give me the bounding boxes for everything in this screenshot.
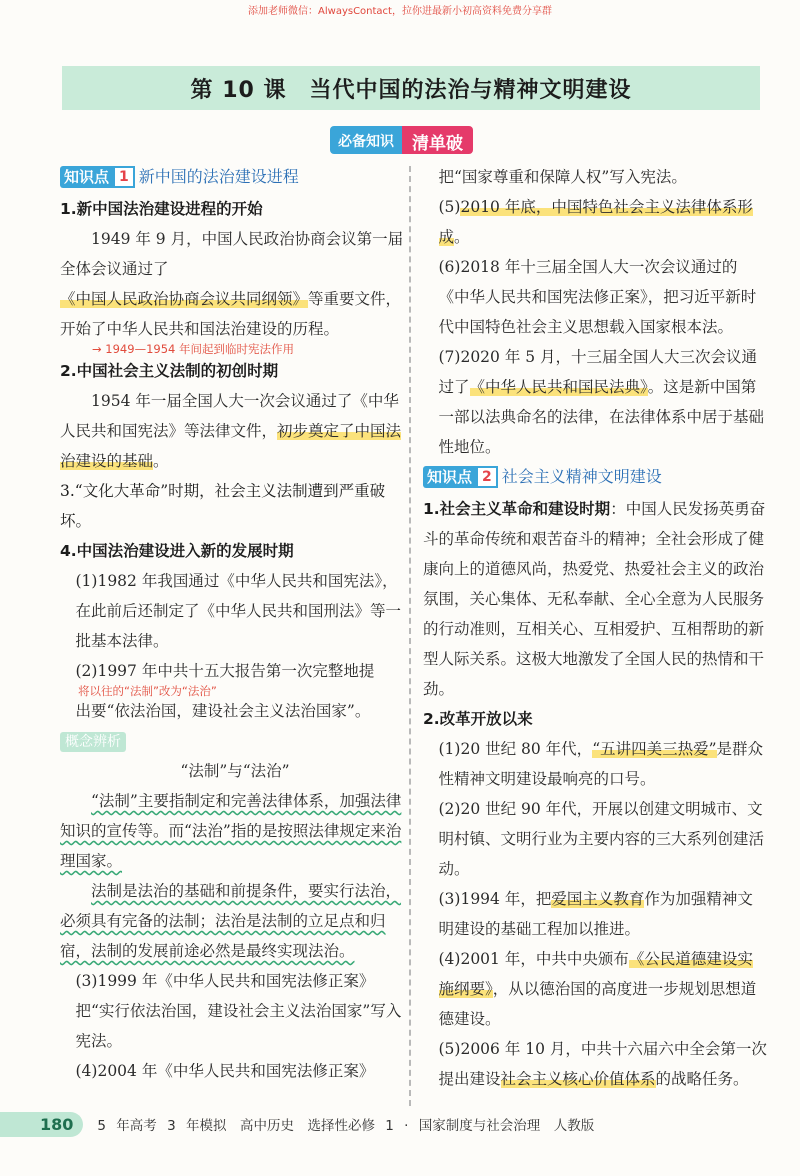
section-banner [330, 126, 473, 154]
paragraph: 1.社会主义革命和建设时期：中国人民发扬英勇奋斗的革命传统和艰苦奋斗的精神；全社会形成了健康向上的道德风尚，热爱党、热爱社会主义的政治氛围，关心集体、无私奉献、全心全意为人民服务的行动准则，互相关心、互相爱护、互相帮助的新型人际关系。这极大地激发了全国人民的热情和干劲。 [423, 500, 766, 698]
highlight: 初步奠定了中国法治建设的基础 [60, 422, 402, 470]
page-number: 180 [0, 1112, 83, 1137]
watermark: 添加老师微信：AlwaysContact，拉你进最新小初高资料免费分享群 [248, 6, 552, 17]
highlight: 《中国人民政治协商会议共同纲领》 [60, 290, 309, 308]
handwritten-note: 将以往的“法制”改为“法治” [78, 684, 217, 698]
book-title: 5 年高考 3 年模拟 高中历史 选择性必修 1 · 国家制度与社会治理 人教版 [97, 1118, 595, 1134]
list-item: (5)2010 年底，中国特色社会主义法律体系形成。 [438, 198, 753, 246]
section-heading: 2.改革开放以来 [423, 710, 533, 728]
kp-number: 2 [476, 466, 498, 488]
list-item: 把“国家尊重和保障人权”写入宪法。 [438, 168, 687, 186]
concept-paragraph: “法制”主要指制定和完善法律体系，加强法律知识的宣传等。而“法治”指的是按照法律规定来治理国家。 [60, 792, 402, 870]
section-heading: 4.中国法治建设进入新的发展时期 [60, 542, 294, 560]
handwritten-note: → 1949—1954 年间起到临时宪法作用 [92, 342, 294, 356]
list-item: (3)1999 年《中华人民共和国宪法修正案》把“实行依法治国，建设社会主义法治国家”写入宪法。 [75, 972, 402, 1050]
page-footer [0, 1108, 800, 1140]
kp-tag: 知识点 [60, 166, 113, 188]
highlight: 2010 年底，中国特色社会主义法律体系形成 [438, 198, 753, 246]
concept-paragraph: 法制是法治的基础和前提条件，要实行法治，必须具有完备的法制；法治是法制的立足点和归宿，法制的发展前途必然是最终实现法治。 [60, 882, 402, 960]
list-item: (2)1997 年中共十五大报告第一次完整地提 [75, 662, 375, 680]
list-item: (1)1982 年我国通过《中华人民共和国宪法》，在此前后还制定了《中华人民共和国刑法》等一批基本法律。 [75, 572, 402, 650]
list-item: (3)1994 年，把爱国主义教育作为加强精神文明建设的基础工程加以推进。 [438, 890, 753, 938]
knowledge-point-2-header [423, 462, 768, 492]
list-item: (7)2020 年 5 月，十三届全国人大三次会议通过了《中华人民共和国民法典》。这是新中国第一部以法典命名的法律，在法律体系中居于基础性地位。 [438, 348, 765, 456]
kp-number: 1 [113, 166, 135, 188]
section-heading: 1.新中国法治建设进程的开始 [60, 200, 263, 218]
paragraph: 1949 年 9 月，中国人民政治协商会议第一届全体会议通过了《中国人民政治协商会议共同纲领》等重要文件，开始了中华人民共和国法治建设的历程。 [60, 230, 404, 338]
kp-tag: 知识点 [423, 466, 476, 488]
right-column [423, 162, 768, 1094]
list-item: 出要“依法治国，建设社会主义法治国家”。 [75, 702, 371, 720]
highlight: “五讲四美三热爱” [592, 740, 717, 758]
section-heading: 3.“文化大革命”时期，社会主义法制遭到严重破坏。 [60, 482, 386, 530]
list-item: (4)2004 年《中华人民共和国宪法修正案》 [75, 1062, 375, 1080]
section-heading: 2.中国社会主义法制的初创时期 [60, 362, 279, 380]
list-item: (4)2001 年，中共中央颁布《公民道德建设实施纲要》，从以德治国的高度进一步规划思想道德建设。 [438, 950, 757, 1028]
list-item: (1)20 世纪 80 年代，“五讲四美三热爱”是群众性精神文明建设最响亮的口号。 [438, 740, 764, 788]
highlight: 《公民道德建设实施纲要》 [438, 950, 753, 998]
concept-title: “法制”与“法治” [180, 762, 290, 780]
list-item: (6)2018 年十三届全国人大一次会议通过的《中华人民共和国宪法修正案》，把习近平新时代中国特色社会主义思想载入国家根本法。 [438, 258, 757, 336]
highlight: 爱国主义教育 [551, 890, 645, 908]
section-heading: 1.社会主义革命和建设时期 [423, 500, 611, 518]
list-item: (5)2006 年 10 月，中共十六届六中全会第一次提出建设社会主义核心价值体系的战略任务。 [438, 1040, 767, 1088]
kp-title: 社会主义精神文明建设 [501, 467, 662, 486]
knowledge-point-1-header [60, 162, 410, 192]
concept-tag: 概念辨析 [60, 732, 126, 752]
banner-right: 清单破 [402, 126, 473, 154]
highlight: 《中华人民共和国民法典》 [469, 378, 648, 396]
lesson-title: 第 10 课 当代中国的法治与精神文明建设 [62, 66, 760, 110]
list-item: (2)20 世纪 90 年代，开展以创建文明城市、文明村镇、文明行业为主要内容的三大系列创建活动。 [438, 800, 765, 878]
paragraph: 1954 年一届全国人大一次会议通过了《中华人民共和国宪法》等法律文件，初步奠定了中国法治建设的基础。 [60, 392, 402, 470]
banner-left: 必备知识 [330, 126, 402, 154]
highlight: 社会主义核心价值体系 [500, 1070, 656, 1088]
kp-title: 新中国的法治建设进程 [138, 167, 299, 186]
left-column [60, 162, 410, 1086]
